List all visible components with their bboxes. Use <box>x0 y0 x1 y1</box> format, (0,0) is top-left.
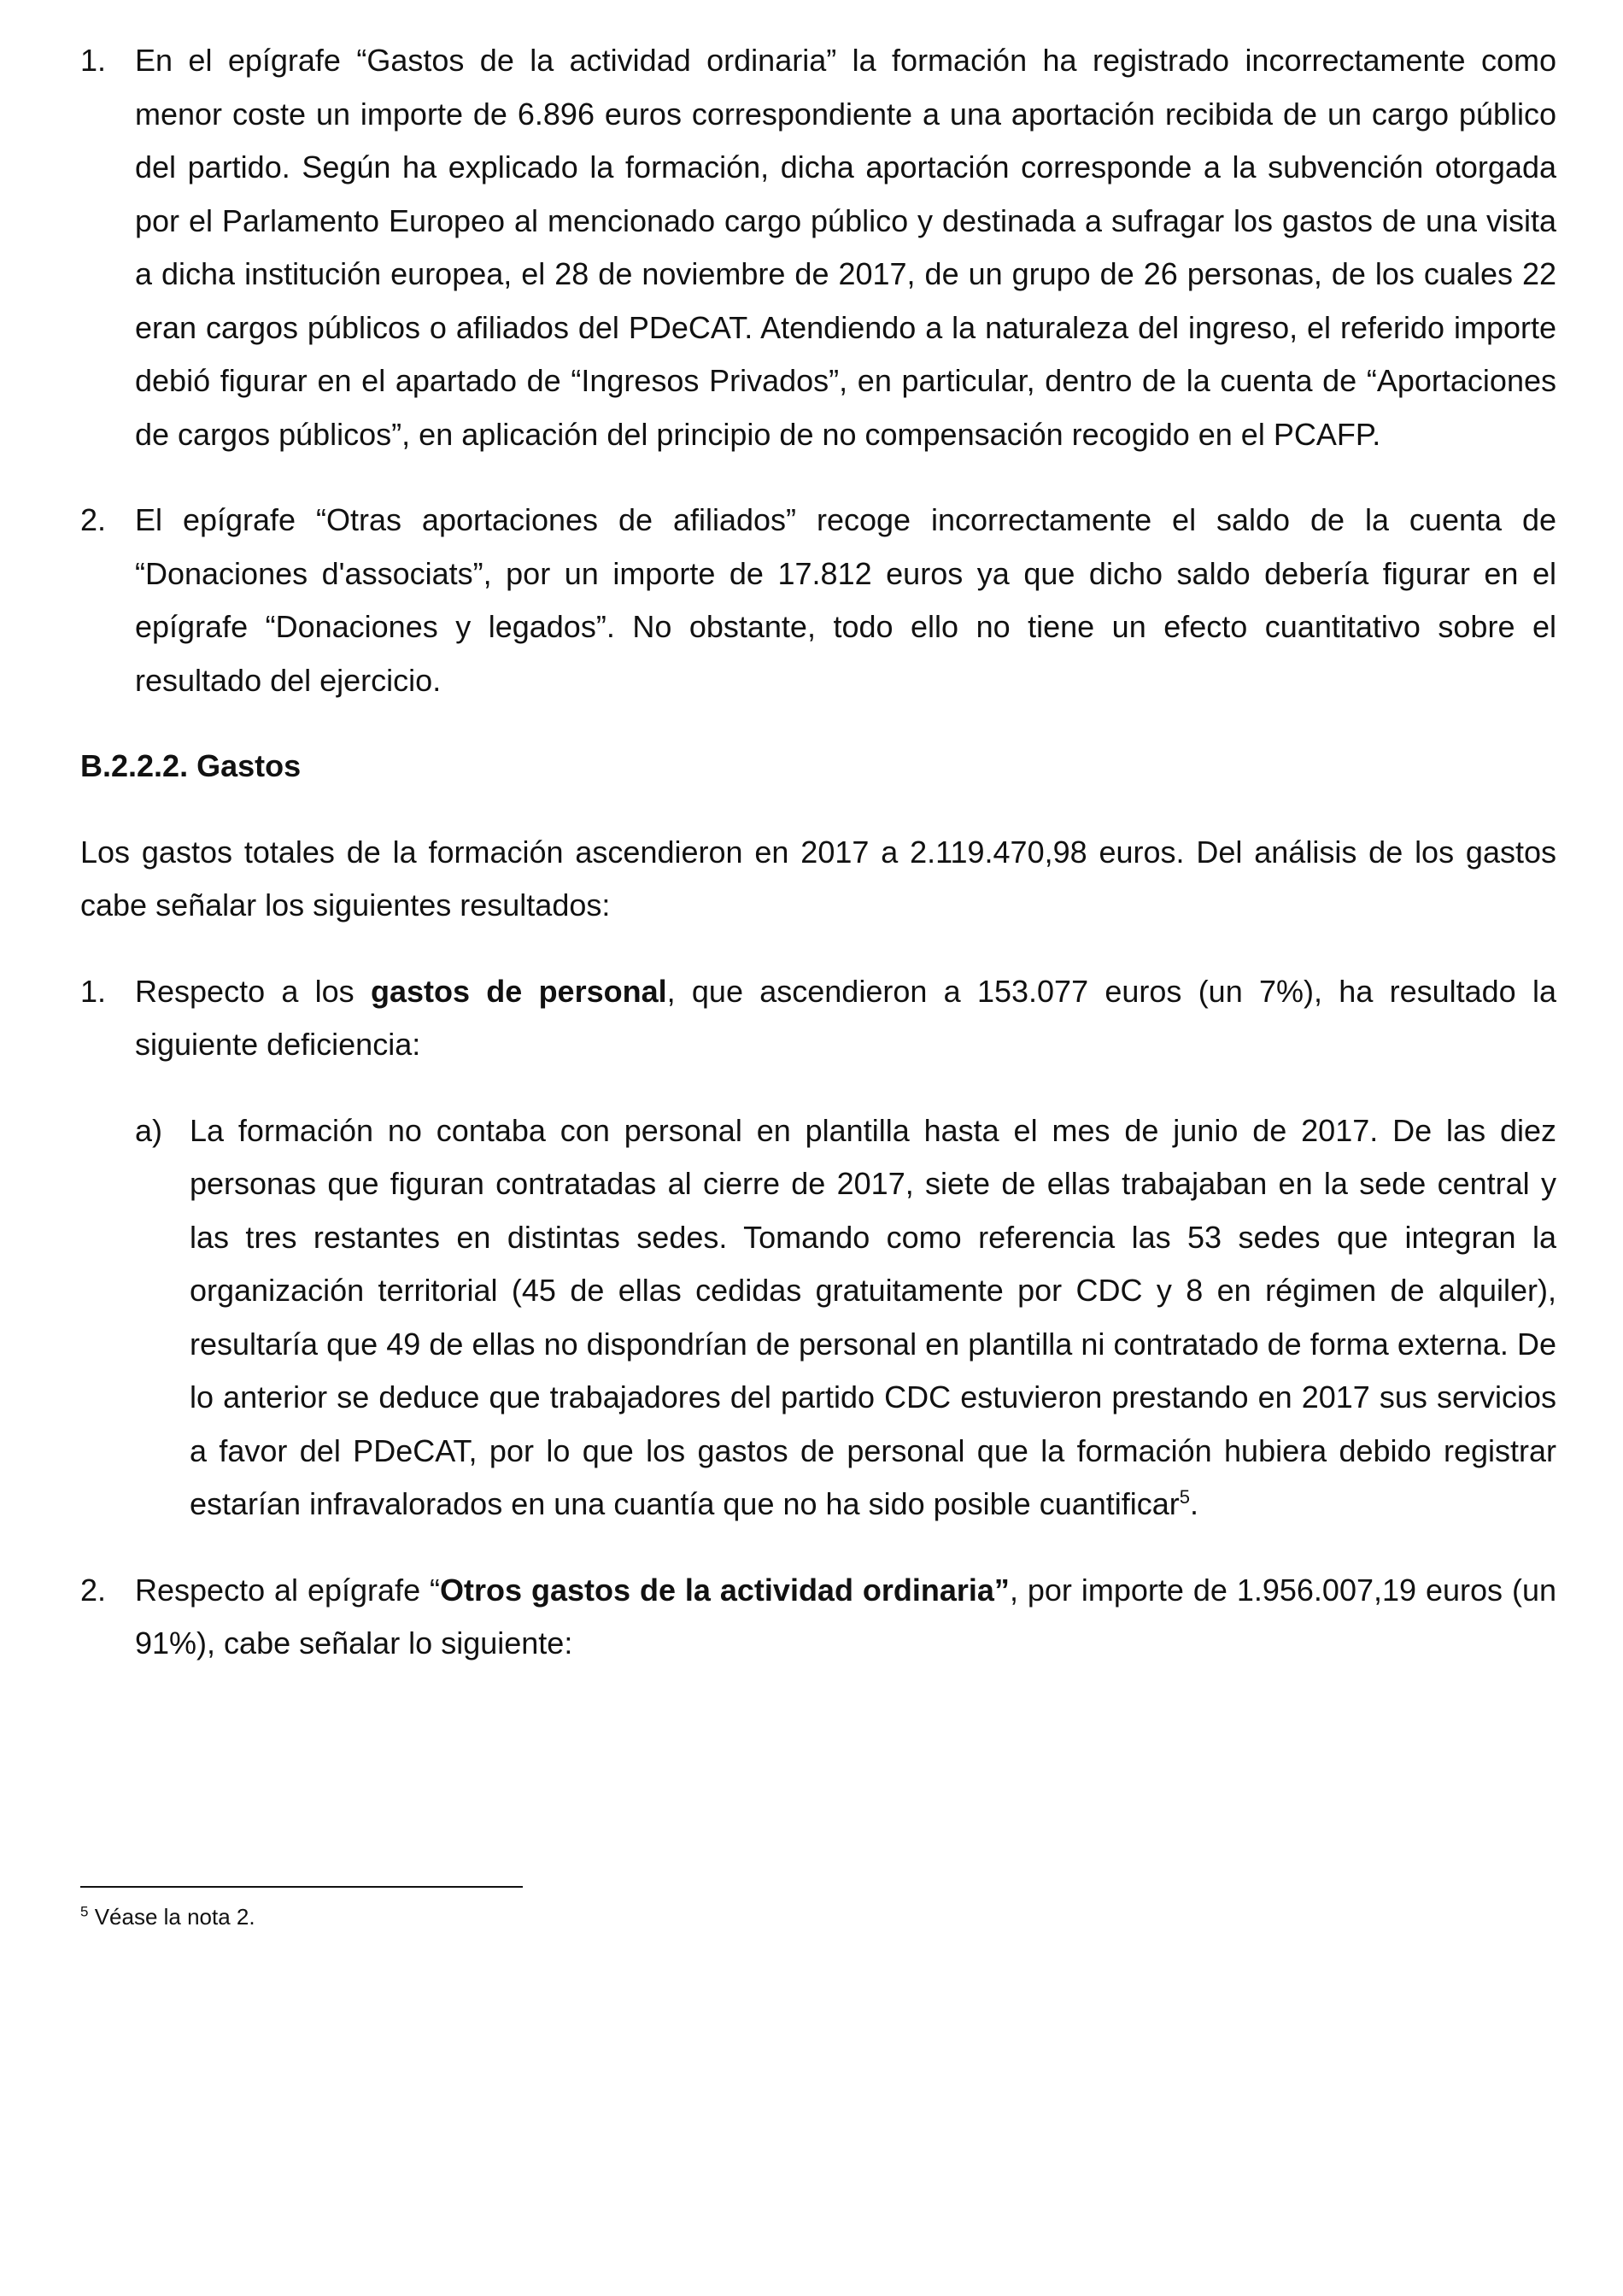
sublist-container <box>80 1104 1556 1532</box>
footnote-marker: 5 <box>80 1903 89 1920</box>
bold-term-gastos-personal: gastos de personal <box>370 973 667 1009</box>
text-run: Respecto al epígrafe “ <box>135 1572 441 1608</box>
list-number: 1. <box>80 43 107 78</box>
list-number: 2. <box>80 1572 107 1608</box>
paragraph-gastos-personal <box>135 965 1556 1072</box>
paragraph-otras-aportaciones: El epígrafe “Otras aportaciones de afiliados” recoge incorrectamente el saldo de la cuenta de “Donaciones d'associats”, por un importe de 17.812 euros ya que dicho saldo debería figurar en el epígrafe “Donaciones y legados”. No obstante, todo ello no tiene un efecto cuantitativo sobre el resultado del ejercicio. <box>135 502 1556 698</box>
text-run: . <box>1190 1486 1199 1521</box>
footnote-text: Véase la nota 2. <box>88 1904 255 1930</box>
text-run: , que ascendieron a 153.077 euros (un 7%), ha resultado la siguiente deficiencia: <box>135 973 1557 1062</box>
list-item-ingresos-1 <box>80 34 1556 461</box>
list-item-gastos-1-a <box>135 1104 1556 1532</box>
footnote <box>80 1903 255 1930</box>
list-letter: a) <box>135 1112 163 1148</box>
list-number: 2. <box>80 502 107 537</box>
text-run: , por importe de 1.956.007,19 euros (un 91%), cabe señalar lo siguiente: <box>135 1572 1557 1660</box>
list-number: 1. <box>80 973 107 1009</box>
footnote-divider <box>80 1886 523 1888</box>
list-item-gastos-2 <box>80 1564 1556 1671</box>
footnote-reference[interactable]: 5 <box>1179 1486 1191 1508</box>
text-run: La formación no contaba con personal en plantilla hasta el mes de junio de 2017. De las diez personas que figuran contratadas al cierre de 2017, siete de ellas trabajaban en la sede central y las tres restantes en distintas sedes. Tomando como referencia las 53 sedes que integran la organización territorial (45 de ellas cedidas gratuitamente por CDC y 8 en régimen de alquiler), resultaría que 49 de ellas no dispondrían de personal en plantilla ni contratado de forma externa. De lo anterior se deduce que trabajadores del partido CDC estuvieron prestando en 2017 sus servicios a favor del PDeCAT, por lo que los gastos de personal que la formación hubiera debido registrar estarían infravalorados en una cuantía que no ha sido posible cuantificar <box>190 1112 1556 1521</box>
paragraph-otros-gastos <box>135 1564 1556 1671</box>
text-run: Respecto a los <box>135 973 371 1009</box>
list-item-gastos-1 <box>80 965 1556 1072</box>
paragraph-personal-plantilla <box>190 1104 1556 1532</box>
list-item-ingresos-2 <box>80 494 1556 707</box>
bold-term-otros-gastos: Otros gastos de la actividad ordinaria” <box>440 1572 1010 1608</box>
paragraph-gastos-actividad-ordinaria: En el epígrafe “Gastos de la actividad ordinaria” la formación ha registrado incorrectamente como menor coste un importe de 6.896 euros correspondiente a una aportación recibida de un cargo público del partido. Según ha explicado la formación, dicha aportación corresponde a la subvención otorgada por el Parlamento Europeo al mencionado cargo público y destinada a sufragar los gastos de una visita a dicha institución europea, el 28 de noviembre de 2017, de un grupo de 26 personas, de los cuales 22 eran cargos públicos o afiliados del PDeCAT. Atendiendo a la naturaleza del ingreso, el referido importe debió figurar en el apartado de “Ingresos Privados”, en particular, dentro de la cuenta de “Aportaciones de cargos públicos”, en aplicación del principio de no compensación recogido en el PCAFP. <box>135 43 1556 452</box>
document-page <box>80 34 1556 1671</box>
paragraph-gastos-intro: Los gastos totales de la formación ascendieron en 2017 a 2.119.470,98 euros. Del análisis de los gastos cabe señalar los siguientes resultados: <box>80 834 1556 922</box>
section-heading-gastos: B.2.2.2. Gastos <box>80 748 302 783</box>
